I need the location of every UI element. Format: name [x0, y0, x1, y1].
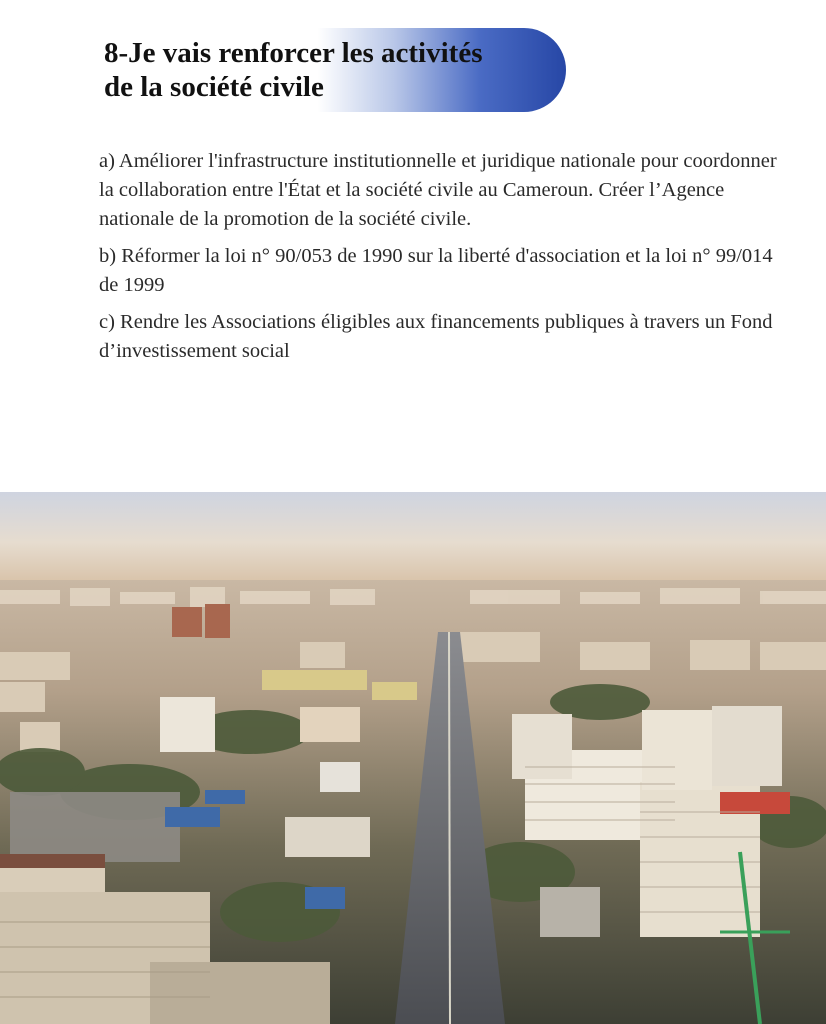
heading-line-1: 8-Je vais renforcer les activités	[104, 37, 483, 69]
heading-line-2: de la société civile	[104, 71, 324, 103]
measure-c: c) Rendre les Associations éligibles aux financements publiques à travers un Fond d’investissement social	[99, 311, 773, 362]
measure-b: b) Réformer la loi n° 90/053 de 1990 sur la liberté d'association et la loi n° 99/014 de 1999	[99, 245, 773, 296]
measures-list	[99, 147, 779, 374]
measure-a: a) Améliorer l'infrastructure institutionnelle et juridique nationale pour coordonner la collaboration entre l'État et la société civile au Cameroun. Créer l’Agence nationale de la promotion de la société civile.	[99, 150, 777, 230]
section-heading	[104, 36, 564, 104]
city-aerial-photo	[0, 492, 826, 1024]
